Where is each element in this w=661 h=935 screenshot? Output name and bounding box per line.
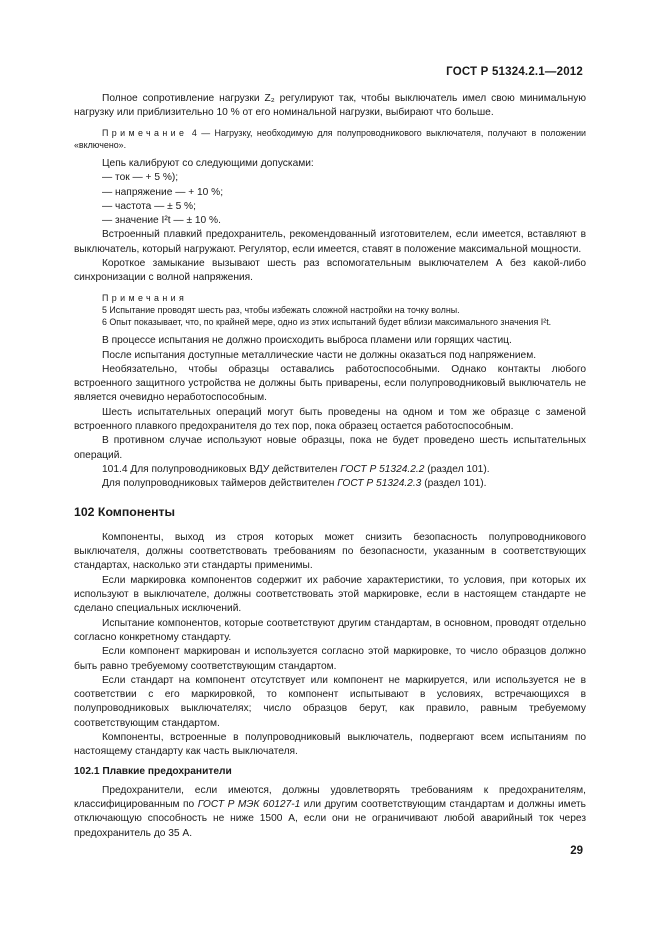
subsection-heading-102-1: 102.1 Плавкие предохранители — [74, 765, 232, 777]
note-label: Примечание — [102, 127, 188, 138]
tolerance-item: — ток — + 5 %); — [102, 172, 179, 184]
paragraph: Испытание компонентов, которые соответствуют другим стандартам, в основном, проводят отдельно согласно конкретному стандарту. — [74, 617, 586, 643]
paragraph: Встроенный плавкий предохранитель, рекомендованный изготовителем, если имеется, вставляют в выключатель, который нагружают. Регулятор, если имеется, ставят в положение максимальной мощности. — [74, 229, 586, 255]
paragraph: Цепь калибруют со следующими допусками: — [102, 158, 314, 169]
paragraph: Если маркировка компонентов содержит их рабочие характеристики, то условия, при которых их используют в выключателе, должны соответствовать этой маркировке, если в настоящем стандарте не сделано специальных исключений. — [74, 574, 586, 615]
note-4 — [74, 127, 586, 151]
page-number: 29 — [570, 845, 583, 857]
tolerance-item: — частота — ± 5 %; — [102, 200, 196, 212]
paragraph: Для полупроводниковых таймеров действителен ГОСТ Р 51324.2.3 (раздел 101). — [102, 478, 487, 490]
note-text: 4 — Нагрузку, необходимую для полупроводникового выключателя, получают в положении «включено». — [74, 127, 586, 150]
standard-reference: ГОСТ Р МЭК 60127-1 — [197, 799, 301, 811]
paragraph: Полное сопротивление нагрузки Z₂ регулируют так, чтобы выключатель имел свою минимальную нагрузку или приблизительно 10 % от его номинальной нагрузки, выбирают что больше. — [74, 93, 586, 119]
clause-101-4: 101.4 Для полупроводниковых ВДУ действителен ГОСТ Р 51324.2.2 (раздел 101). — [102, 463, 490, 475]
paragraph: Если стандарт на компонент отсутствует или компонент не маркируется, или используется не в соответствии с его маркировкой, то компонент испытывают в условиях, встречающихся в полупроводниковых выключателях; число образцов берут, как правило, равным требуемому соответствующим стандартом. — [74, 674, 586, 729]
note-6: 6 Опыт показывает, что, по крайней мере, одно из этих испытаний будет вблизи максимального значения I²t. — [102, 317, 552, 328]
notes-heading — [74, 292, 586, 304]
note-5: 5 Испытание проводят шесть раз, чтобы избежать сложной настройки на точку волны. — [102, 304, 460, 315]
paragraph: После испытания доступные металлические части не должны оказаться под напряжением. — [102, 349, 537, 361]
paragraph: В процессе испытания не должно происходить выброса пламени или горящих частиц. — [102, 335, 512, 347]
document-header: ГОСТ Р 51324.2.1—2012 — [446, 66, 583, 78]
notes-label: Примечания — [102, 292, 188, 303]
paragraph: Компоненты, выход из строя которых может снизить безопасность полупроводникового выключателя, должны соответствовать требованиям по безопасности, указанным в соответствующих стандартах, насколько эти стандарты применимы. — [74, 531, 586, 572]
paragraph: Необязательно, чтобы образцы оставались работоспособными. Однако контакты любого встроенного защитного устройства не должны быть приварены, если полупроводниковый выключатель не является очевидно неработоспособным. — [74, 363, 586, 404]
paragraph: В противном случае используют новые образцы, пока не будет проведено шесть испытательных операций. — [74, 435, 586, 461]
section-heading-102: 102 Компоненты — [74, 504, 176, 519]
paragraph: Предохранители, если имеются, должны удовлетворять требованиям к предохранителям, классифицированным по ГОСТ Р МЭК 60127-1 или другим соответствующим стандартам и должны иметь отключающую способность не ниже 1500 А, если они не ограничивают любой аварийный ток через предохранитель до 35 А. — [74, 784, 586, 839]
standard-reference: ГОСТ Р 51324.2.3 — [337, 478, 422, 490]
paragraph: Если компонент маркирован и используется согласно этой маркировке, то число образцов должно быть равно требуемому соответствующим стандартом. — [74, 646, 586, 672]
standard-reference: ГОСТ Р 51324.2.2 — [340, 463, 425, 475]
paragraph: Шесть испытательных операций могут быть проведены на одном и том же образце с заменой встроенного плавкого предохранителя до тех пор, пока образец остается работоспособным. — [74, 406, 586, 433]
paragraph: Компоненты, встроенные в полупроводниковый выключатель, подвергают всем испытаниям по настоящему стандарту как часть выключателя. — [74, 732, 586, 758]
tolerance-item: — значение I²t — ± 10 %. — [102, 215, 221, 227]
paragraph: Короткое замыкание вызывают шесть раз вспомогательным выключателем А без какой-либо синхронизации с волной напряжения. — [74, 258, 586, 284]
tolerance-item: — напряжение — + 10 %; — [102, 186, 224, 198]
document-body — [74, 92, 586, 841]
